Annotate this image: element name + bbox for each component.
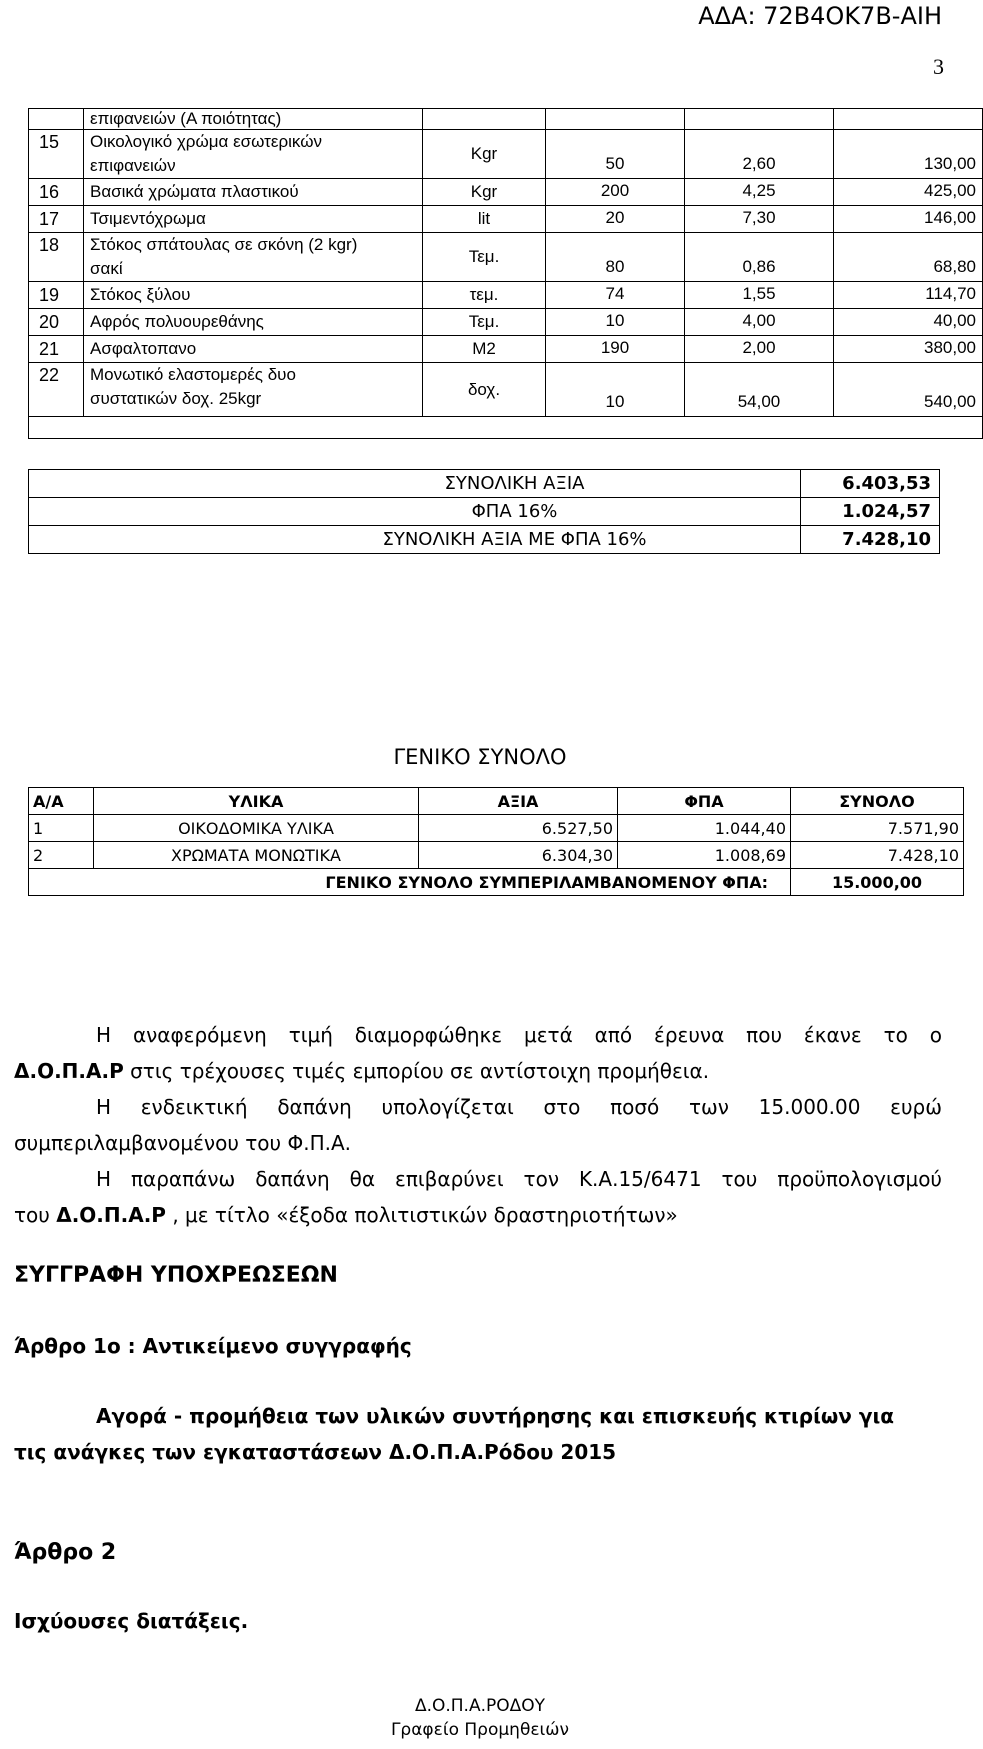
table-row — [29, 130, 983, 179]
row-number: 16 — [29, 179, 84, 206]
item-total — [834, 109, 983, 130]
row-number — [29, 109, 84, 130]
item-unit: τεμ. — [423, 282, 546, 309]
page-number: 3 — [933, 54, 944, 79]
totals-label: ΣΥΝΟΛΙΚΗ ΑΞΙΑ ΜΕ ΦΠΑ 16% — [29, 526, 801, 554]
totals-value: 7.428,10 — [801, 526, 940, 554]
materials-table — [28, 108, 983, 439]
summary-table — [28, 787, 964, 896]
article1-body — [14, 1398, 942, 1470]
item-unit: Τεμ. — [423, 233, 546, 282]
article2-body: Ισχύουσες διατάξεις. — [14, 1609, 249, 1633]
paragraph-text: στις τρέχουσες τιμές εμπορίου σε αντίστοιχη προμήθεια. — [123, 1059, 710, 1083]
totals-label: ΣΥΝΟΛΙΚΗ ΑΞΙΑ — [29, 470, 801, 498]
item-description — [84, 130, 423, 179]
paragraph-text: του — [14, 1203, 57, 1227]
item-description: επιφανειών (Α ποιότητας) — [84, 109, 423, 130]
table-row — [29, 206, 983, 233]
summary-material: ΟΙΚΟΔΟΜΙΚΑ ΥΛΙΚΑ — [94, 815, 419, 842]
footer — [0, 1694, 960, 1742]
item-description: Στόκος ξύλου — [84, 282, 423, 309]
summary-vat: 1.044,40 — [618, 815, 791, 842]
item-quantity: 74 — [546, 282, 685, 309]
item-unit: Μ2 — [423, 336, 546, 363]
grand-total-row — [29, 869, 964, 896]
table-row — [29, 109, 983, 130]
item-unit: Kgr — [423, 179, 546, 206]
summary-aa: 1 — [29, 815, 94, 842]
header-materials: ΥΛΙΚΑ — [94, 788, 419, 815]
footer-organization: Δ.Ο.Π.Α.ΡΟΔΟΥ — [414, 1696, 546, 1716]
organization-abbrev: Δ.Ο.Π.Α.Ρ — [14, 1059, 124, 1083]
item-total: 114,70 — [834, 282, 983, 309]
item-description: Τσιμεντόχρωμα — [84, 206, 423, 233]
summary-aa: 2 — [29, 842, 94, 869]
paragraph-line: τις ανάγκες των εγκαταστάσεων Δ.Ο.Π.Α.Ρόδου 2015 — [14, 1440, 617, 1464]
article2-title: Άρθρο 2 — [14, 1540, 117, 1565]
organization-abbrev: Δ.Ο.Π.Α.Ρ — [56, 1203, 166, 1227]
summary-value: 6.527,50 — [419, 815, 618, 842]
item-unit: Kgr — [423, 130, 546, 179]
item-price: 4,25 — [685, 179, 834, 206]
header-value: ΑΞΙΑ — [419, 788, 618, 815]
item-description-line2: επιφανειών — [90, 156, 176, 175]
item-total: 425,00 — [834, 179, 983, 206]
item-price — [685, 109, 834, 130]
item-quantity — [546, 109, 685, 130]
table-row-empty — [29, 417, 983, 439]
totals-value: 1.024,57 — [801, 498, 940, 526]
item-unit: lit — [423, 206, 546, 233]
ada-code: ΑΔΑ: 72Β4ΟΚ7Β-ΑΙΗ — [698, 2, 942, 30]
totals-row — [29, 526, 940, 554]
item-price: 54,00 — [685, 363, 834, 417]
row-number: 20 — [29, 309, 84, 336]
price-paragraph — [14, 1017, 942, 1233]
item-description-line2: σακί — [90, 259, 123, 278]
table-row — [29, 282, 983, 309]
paragraph-line: Αγορά - προμήθεια των υλικών συντήρησης και επισκευής κτιρίων για — [96, 1404, 895, 1428]
table-row — [29, 179, 983, 206]
table-row — [29, 336, 983, 363]
paragraph-line: Η αναφερόμενη τιμή διαμορφώθηκε μετά από έρευνα που έκανε το ο — [96, 1023, 942, 1047]
table-row — [29, 233, 983, 282]
summary-value: 6.304,30 — [419, 842, 618, 869]
summary-total: 7.428,10 — [791, 842, 964, 869]
article1-title: Άρθρο 1ο : Αντικείμενο συγγραφής — [14, 1334, 412, 1358]
item-total: 146,00 — [834, 206, 983, 233]
header-vat: ΦΠΑ — [618, 788, 791, 815]
row-number: 15 — [29, 130, 84, 179]
item-quantity: 80 — [546, 233, 685, 282]
row-number: 22 — [29, 363, 84, 417]
summary-total: 7.571,90 — [791, 815, 964, 842]
paragraph-line — [14, 1053, 942, 1089]
summary-material: ΧΡΩΜΑΤΑ ΜΟΝΩΤΙΚΑ — [94, 842, 419, 869]
item-price: 0,86 — [685, 233, 834, 282]
item-quantity: 10 — [546, 363, 685, 417]
totals-value: 6.403,53 — [801, 470, 940, 498]
row-number: 18 — [29, 233, 84, 282]
item-unit: δοχ. — [423, 363, 546, 417]
section-heading: ΣΥΓΓΡΑΦΗ ΥΠΟΧΡΕΩΣΕΩΝ — [14, 1263, 338, 1288]
paragraph-text: , με τίτλο «έξοδα πολιτιστικών δραστηριοτήτων» — [165, 1203, 678, 1227]
summary-title: ΓΕΝΙΚΟ ΣΥΝΟΛΟ — [393, 745, 567, 769]
paragraph-line: Η ενδεικτική δαπάνη υπολογίζεται στο ποσό των 15.000.00 ευρώ — [96, 1095, 942, 1119]
grand-total-label: ΓΕΝΙΚΟ ΣΥΝΟΛΟ ΣΥΜΠΕΡΙΛΑΜΒΑΝΟΜΕΝΟΥ ΦΠΑ: — [29, 869, 791, 896]
item-price: 2,60 — [685, 130, 834, 179]
item-description: Αφρός πολυουρεθάνης — [84, 309, 423, 336]
summary-vat: 1.008,69 — [618, 842, 791, 869]
footer-department: Γραφείο Προμηθειών — [390, 1720, 570, 1740]
empty-cell — [29, 417, 983, 439]
totals-row — [29, 498, 940, 526]
item-total: 40,00 — [834, 309, 983, 336]
item-description-line1: Οικολογικό χρώμα εσωτερικών — [90, 132, 322, 151]
item-description-line1: Στόκος σπάτουλας σε σκόνη (2 kgr) — [90, 235, 358, 254]
item-price: 1,55 — [685, 282, 834, 309]
row-number: 17 — [29, 206, 84, 233]
row-number: 21 — [29, 336, 84, 363]
item-quantity: 200 — [546, 179, 685, 206]
table-row — [29, 842, 964, 869]
totals-table — [28, 469, 940, 554]
paragraph-line: συμπεριλαμβανομένου του Φ.Π.Α. — [14, 1131, 352, 1155]
item-unit — [423, 109, 546, 130]
item-unit: Τεμ. — [423, 309, 546, 336]
item-price: 2,00 — [685, 336, 834, 363]
item-total: 130,00 — [834, 130, 983, 179]
item-quantity: 50 — [546, 130, 685, 179]
row-number: 19 — [29, 282, 84, 309]
header-total: ΣΥΝΟΛΟ — [791, 788, 964, 815]
table-row — [29, 309, 983, 336]
item-description: Βασικά χρώματα πλαστικού — [84, 179, 423, 206]
totals-row — [29, 470, 940, 498]
item-total: 380,00 — [834, 336, 983, 363]
table-row — [29, 815, 964, 842]
table-row — [29, 363, 983, 417]
item-total: 68,80 — [834, 233, 983, 282]
paragraph-line — [14, 1197, 942, 1233]
header-aa: Α/Α — [29, 788, 94, 815]
item-total: 540,00 — [834, 363, 983, 417]
item-quantity: 10 — [546, 309, 685, 336]
paragraph-line: Η παραπάνω δαπάνη θα επιβαρύνει τον Κ.Α.15/6471 του προϋπολογισμού — [96, 1167, 942, 1191]
item-quantity: 190 — [546, 336, 685, 363]
item-price: 4,00 — [685, 309, 834, 336]
item-price: 7,30 — [685, 206, 834, 233]
item-quantity: 20 — [546, 206, 685, 233]
summary-header-row — [29, 788, 964, 815]
item-description: Ασφαλτοπανο — [84, 336, 423, 363]
totals-label: ΦΠΑ 16% — [29, 498, 801, 526]
item-description — [84, 233, 423, 282]
item-description — [84, 363, 423, 417]
grand-total-value: 15.000,00 — [791, 869, 964, 896]
item-description-line2: συστατικών δοχ. 25kgr — [90, 389, 262, 408]
item-description-line1: Μονωτικό ελαστομερές δυο — [90, 365, 296, 384]
